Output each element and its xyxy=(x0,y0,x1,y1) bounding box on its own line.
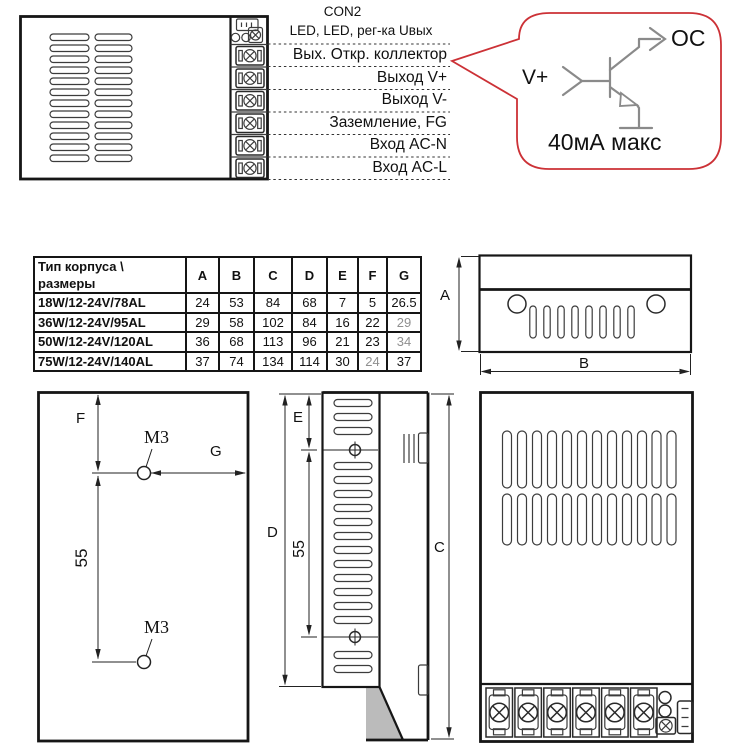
table-header-row xyxy=(34,257,421,293)
dim-label-55-mount: 55 xyxy=(72,548,91,568)
table-cell: 36 xyxy=(186,332,219,352)
table-cell: 134 xyxy=(254,352,292,372)
pin-label: Выход V+ xyxy=(376,68,447,86)
callout-current-note: 40мА макс xyxy=(548,129,662,155)
terminal-block-strip xyxy=(231,45,268,178)
dimensions-table xyxy=(33,256,422,372)
table-cell: 114 xyxy=(292,352,327,372)
table-header-cell: B xyxy=(219,257,254,293)
rear-vent-slots xyxy=(503,431,677,545)
table-cell: 53 xyxy=(219,293,254,313)
table-cell: 24 xyxy=(186,293,219,313)
vent-slots xyxy=(50,34,132,162)
con2-subtitle: LED, LED, рег-ка Uвых xyxy=(289,23,433,38)
psu-top-view xyxy=(21,17,268,180)
dim-label-b: B xyxy=(579,355,590,372)
table-cell: 68 xyxy=(219,332,254,352)
table-header-cell: C xyxy=(254,257,292,293)
table-header-cell: F xyxy=(358,257,387,293)
callout-output-label: OC xyxy=(671,25,706,51)
table-row xyxy=(34,313,421,333)
con2-title: CON2 xyxy=(323,4,362,19)
table-cell: 16 xyxy=(327,313,358,333)
table-cell: 37 xyxy=(186,352,219,372)
dim-label-c: C xyxy=(434,539,445,556)
table-cell: 84 xyxy=(254,293,292,313)
m3-hole xyxy=(138,656,151,669)
con2-connector xyxy=(231,19,262,43)
callout-input-label: V+ xyxy=(522,66,549,89)
m3-hole-label: M3 xyxy=(144,617,170,637)
dim-label-e: E xyxy=(293,409,304,426)
table-header-cell: A xyxy=(186,257,219,293)
table-cell: 34 xyxy=(387,332,421,352)
table-row xyxy=(34,293,421,313)
table-header-cell: E xyxy=(327,257,358,293)
m3-hole-label: M3 xyxy=(144,427,170,447)
table-header-cell: G xyxy=(387,257,421,293)
table-cell: 68 xyxy=(292,293,327,313)
dim-label-55-profile: 55 xyxy=(291,540,308,558)
table-cell-model: 50W/12-24V/120AL xyxy=(34,332,186,352)
m3-hole xyxy=(138,467,151,480)
table-cell: 24 xyxy=(358,352,387,372)
table-cell: 7 xyxy=(327,293,358,313)
table-cell: 74 xyxy=(219,352,254,372)
table-cell-model: 18W/12-24V/78AL xyxy=(34,293,186,313)
table-cell-model: 36W/12-24V/95AL xyxy=(34,313,186,333)
table-cell: 26.5 xyxy=(387,293,421,313)
table-header-cell: Тип корпуса \ размеры xyxy=(34,257,186,293)
pin-label: Вход AC-N xyxy=(369,136,447,154)
psu-side-view xyxy=(456,256,691,376)
rear-terminal-strip xyxy=(486,688,693,737)
table-cell: 29 xyxy=(387,313,421,333)
dim-label-a: A xyxy=(440,287,451,304)
dim-label-f: F xyxy=(76,410,86,427)
psu-rear-view xyxy=(481,393,693,742)
table-cell: 23 xyxy=(358,332,387,352)
table-cell: 5 xyxy=(358,293,387,313)
dim-label-g: G xyxy=(210,443,222,460)
psu-profile-view xyxy=(279,393,454,741)
table-cell: 58 xyxy=(219,313,254,333)
table-cell: 21 xyxy=(327,332,358,352)
table-cell: 96 xyxy=(292,332,327,352)
table-cell: 37 xyxy=(387,352,421,372)
table-cell: 102 xyxy=(254,313,292,333)
pin-label-list xyxy=(265,44,449,179)
table-cell: 84 xyxy=(292,313,327,333)
table-cell: 113 xyxy=(254,332,292,352)
table-cell-model: 75W/12-24V/140AL xyxy=(34,352,186,372)
table-row xyxy=(34,332,421,352)
table-cell: 29 xyxy=(186,313,219,333)
pin-label: Вых. Откр. коллектор xyxy=(292,46,447,64)
table-cell: 22 xyxy=(358,313,387,333)
side-vent-slots xyxy=(530,306,634,338)
pin-label: Заземление, FG xyxy=(329,113,447,131)
table-header-cell: D xyxy=(292,257,327,293)
table-row xyxy=(34,352,421,372)
pin-label: Вход AC-L xyxy=(372,159,447,176)
table-cell: 30 xyxy=(327,352,358,372)
pin-label: Выход V- xyxy=(381,91,447,109)
dim-label-d: D xyxy=(267,524,278,541)
